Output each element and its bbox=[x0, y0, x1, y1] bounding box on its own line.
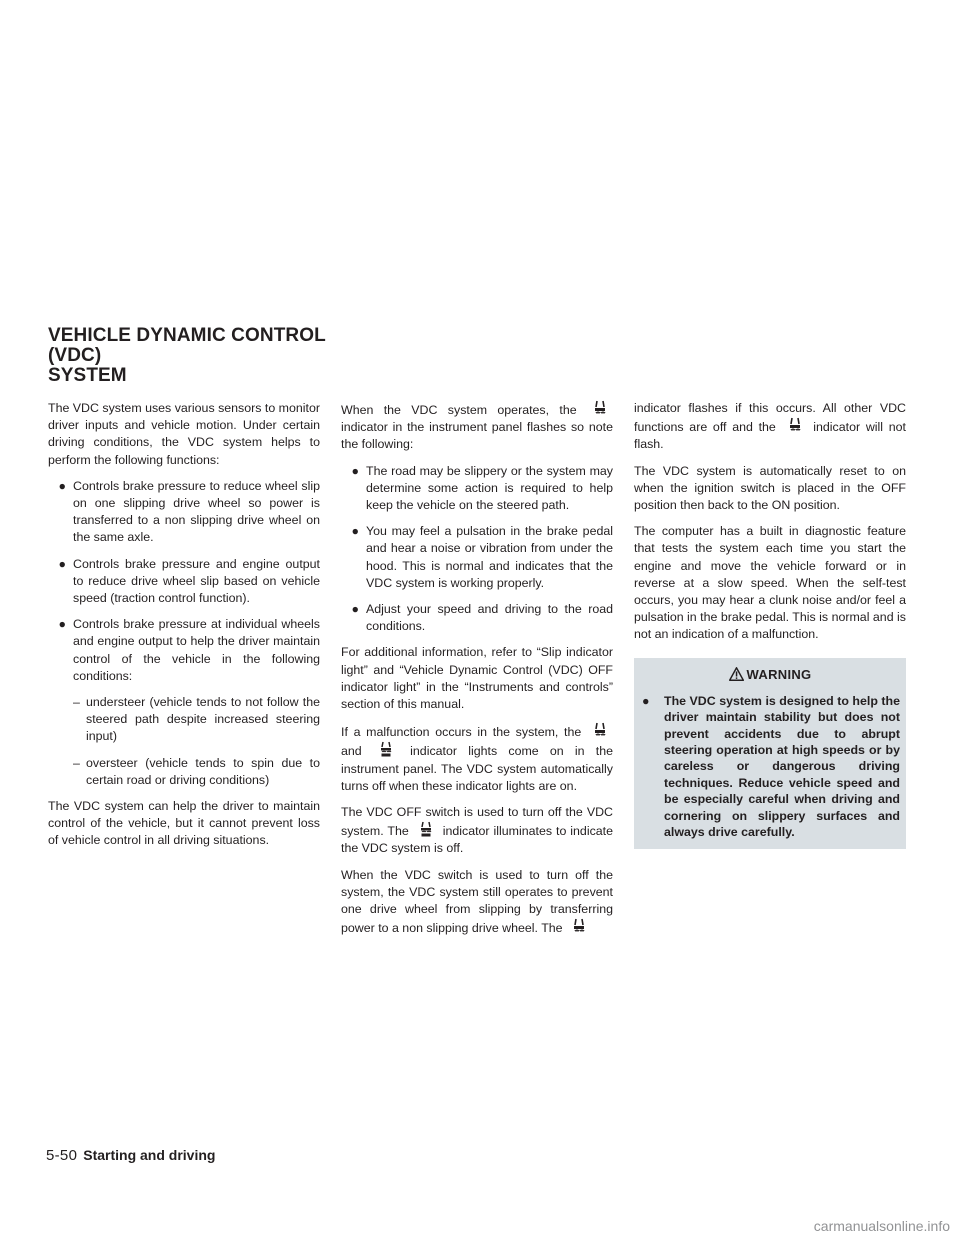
list-item: ● Controls brake pressure and engine output to reduce drive wheel slip based on vehicle speed (traction control function). bbox=[48, 556, 320, 608]
bullet-icon: ● bbox=[58, 617, 66, 632]
section-heading bbox=[48, 326, 368, 386]
bullet-icon: ● bbox=[351, 524, 359, 539]
slip-indicator-icon bbox=[782, 417, 808, 433]
watermark: carmanualsonline.info bbox=[813, 1218, 950, 1234]
dash-icon: – bbox=[73, 755, 80, 770]
warning-title: WARNING bbox=[640, 666, 900, 685]
bullet-icon: ● bbox=[642, 693, 650, 708]
section-heading-line1: VEHICLE DYNAMIC CONTROL (VDC) bbox=[48, 325, 326, 366]
page-number: 5-50 bbox=[46, 1147, 78, 1164]
sub-list-item: – understeer (vehicle tends to not follow the steered path despite increased steering input) bbox=[48, 694, 320, 746]
intro-paragraph: The VDC system uses various sensors to monitor driver inputs and vehicle motion. Under certain driving conditions, the VDC system helps to perform the following functions: bbox=[48, 401, 321, 467]
vdc-off-indicator-icon bbox=[413, 821, 439, 837]
section-heading-line2: SYSTEM bbox=[48, 365, 127, 386]
paragraph: When the VDC system operates, the indicator in the instrument panel flashes so note the following: bbox=[341, 400, 613, 454]
bullet-icon: ● bbox=[58, 556, 66, 571]
list-item: ● The road may be slippery or the system may determine some action is required to help keep the vehicle on the steered path. bbox=[341, 463, 613, 515]
warning-triangle-icon bbox=[729, 667, 744, 685]
list-item: ● Controls brake pressure to reduce wheel slip on one slipping drive wheel so power is transferred to a non slipping drive wheel on the same axle. bbox=[48, 478, 320, 547]
page-footer bbox=[46, 1147, 215, 1164]
list-item: ● Adjust your speed and driving to the road conditions. bbox=[341, 601, 613, 635]
column-1 bbox=[48, 400, 320, 859]
vdc-off-indicator-icon bbox=[373, 741, 399, 757]
paragraph: The VDC OFF switch is used to turn off the VDC system. The indicator illuminates to indicate the VDC system is off. bbox=[341, 805, 613, 856]
column-2 bbox=[341, 400, 613, 946]
slip-indicator-icon bbox=[566, 918, 592, 934]
warning-box bbox=[634, 658, 906, 849]
bullet-icon: ● bbox=[58, 478, 66, 493]
list-item: ● You may feel a pulsation in the brake pedal and hear a noise or vibration from under the hood. This is normal and indicates that the VDC system is working properly. bbox=[341, 523, 613, 592]
paragraph: For additional information, refer to “Slip indicator light” and “Vehicle Dynamic Control (VDC) OFF indicator light” in the “Instruments and controls” section of this manual. bbox=[341, 645, 613, 712]
paragraph: When the VDC switch is used to turn off the system, the VDC system still operates to prevent one drive wheel from slipping by transferring power to a non slipping drive wheel. The bbox=[341, 867, 613, 936]
column-3 bbox=[634, 400, 906, 849]
bullet-icon: ● bbox=[351, 463, 359, 478]
outro-paragraph: The VDC system can help the driver to maintain control of the vehicle, but it cannot prevent loss of vehicle control in all driving situations. bbox=[48, 799, 320, 848]
paragraph: indicator flashes if this occurs. All other VDC functions are off and the indicator will not flash. bbox=[634, 401, 906, 452]
warning-item: ● The VDC system is designed to help the driver maintain stability but does not prevent accidents due to abrupt steering operation at high speeds or by careless or dangerous driving techniques. Reduce vehicle speed and be especially careful when driving and cornering on slippery surfaces and always drive carefully. bbox=[642, 693, 900, 840]
bullet-icon: ● bbox=[351, 602, 359, 617]
slip-indicator-icon bbox=[587, 722, 613, 738]
list-item: ● Controls brake pressure at individual wheels and engine output to help the driver maintain control of the vehicle in the following conditions: bbox=[48, 616, 320, 685]
section-name: Starting and driving bbox=[83, 1147, 216, 1163]
paragraph: If a malfunction occurs in the system, the and indicator lights come on in the instrument panel. The VDC system automatically turns off when these indicator lights are on. bbox=[341, 722, 613, 795]
slip-indicator-icon bbox=[587, 400, 613, 416]
dash-icon: – bbox=[73, 695, 80, 710]
paragraph: The VDC system is automatically reset to on when the ignition switch is placed in the OFF position then back to the ON position. bbox=[634, 463, 906, 513]
sub-list-item: – oversteer (vehicle tends to spin due to certain road or driving conditions) bbox=[48, 755, 320, 789]
paragraph: The computer has a built in diagnostic feature that tests the system each time you start the engine and move the vehicle forward or in reverse at a slow speed. When the self-test occurs, you may hear a clunk noise and/or feel a pulsation in the brake pedal. This is normal and is not an indication of a malfunction. bbox=[634, 524, 906, 642]
